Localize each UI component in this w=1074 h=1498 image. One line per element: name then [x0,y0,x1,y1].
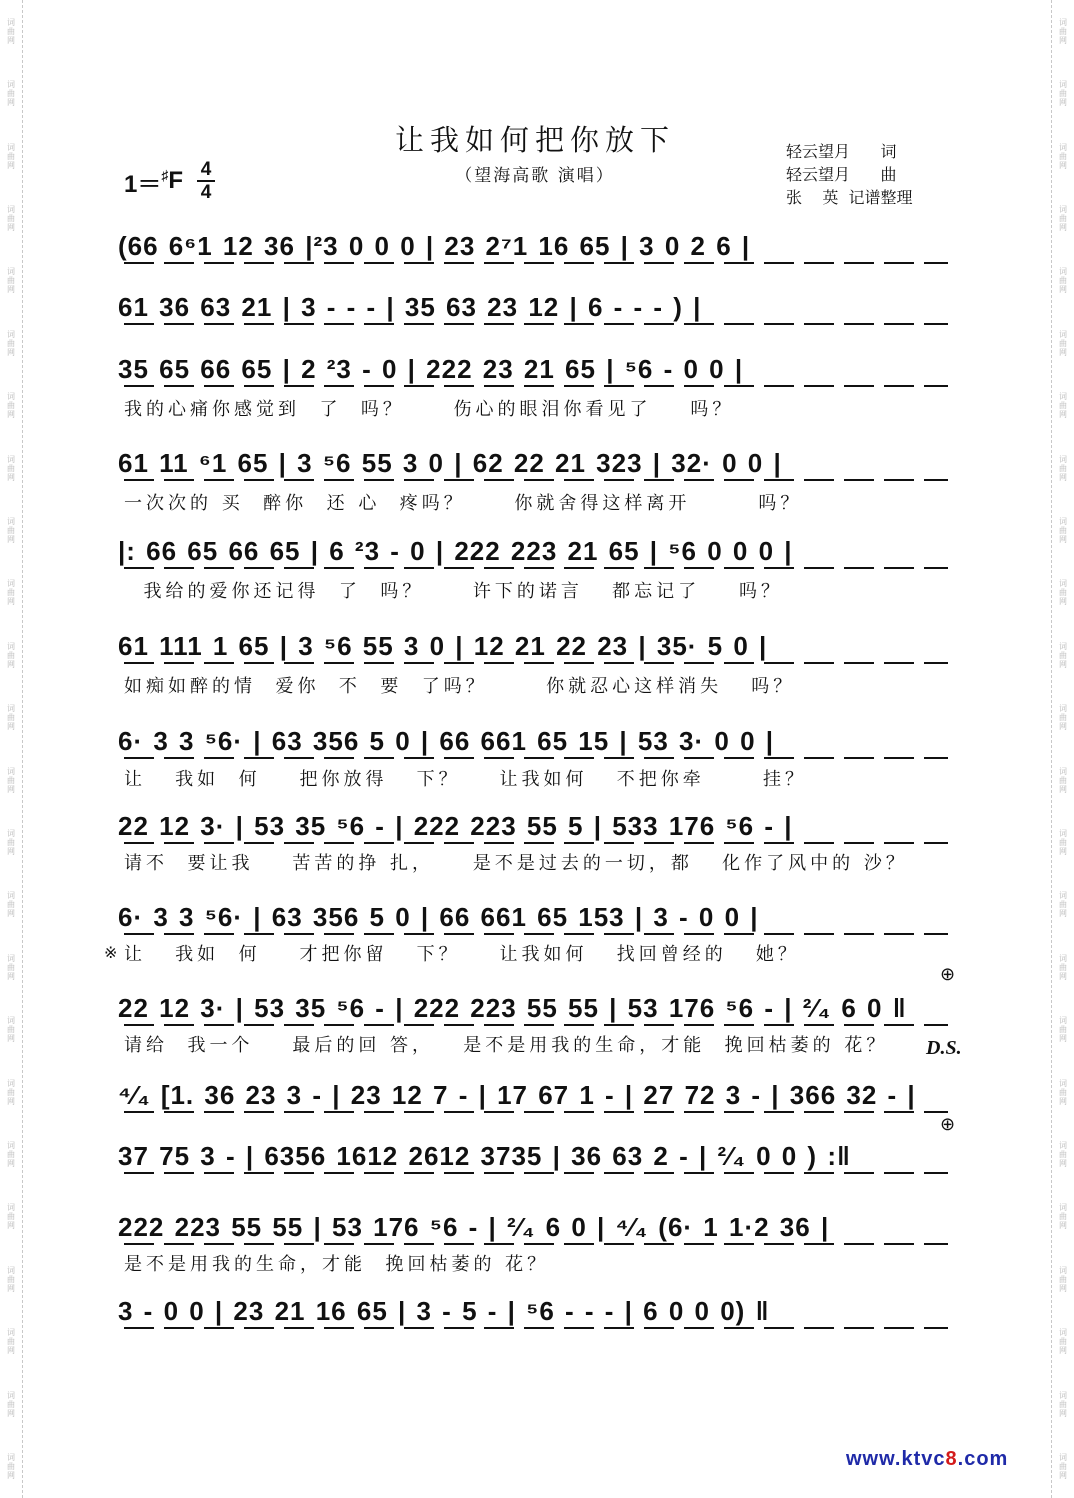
watermark-text: 词曲网 [1058,454,1068,482]
lyric-line: 请不 要让我 苦苦的挣 扎， 是不是过去的一切，都 化作了风中的 沙？ [124,853,908,874]
watermark-text: 词曲网 [6,1265,16,1293]
notation-line: (66 6⁶1 12 36 |²3 0 0 0 | 23 2⁷1 16 65 | 3 0 2 6 | [118,231,751,261]
beam-lines [124,567,948,569]
watermark-text: 词曲网 [6,454,16,482]
notation-line: 37 75 3 - | 6356 1612 2612 3735 | 36 63 2 - | ²⁄₄ 0 0 ) :‖ [118,1141,851,1171]
lyric-line: 请给 我一个 最后的回 答， 是不是用我的生命，才能 挽回枯萎的 花？ [124,1035,889,1056]
right-watermark-strip [1051,0,1074,1498]
beam-lines [124,385,948,387]
watermark-text: 词曲网 [1058,204,1068,232]
watermark-text: 词曲网 [6,80,16,108]
watermark-text: 词曲网 [6,267,16,295]
notation-line: 222 223 55 55 | 53 176 ⁵6 - | ²⁄₄ 6 0 | ⁴⁄₄ (6· 1 1·2 36 | [118,1212,830,1242]
watermark-text: 词曲网 [1058,891,1068,919]
ds-mark: D.S. [926,1037,962,1059]
arranger-credit: 张 英 记谱整理 [786,188,913,207]
lyric-line: 让 我如 何 把你放得 下？ 让我如何 不把你牵 挂？ [124,769,808,790]
watermark-text: 词曲网 [6,1390,16,1418]
beam-lines [124,1111,948,1113]
notation-line: ⁴⁄₄ [1. 36 23 3 - | 23 12 7 - | 17 67 1 - | 27 72 3 - | 366 32 - | [118,1080,916,1110]
segno-sign: ※ [104,943,118,962]
score-system-3 [118,354,954,398]
lyric-line: 我的心痛你感觉到 了 吗？ 伤心的眼泪你看见了 吗？ [124,399,735,420]
lyric-line: 我给的爱你还记得 了 吗？ 许下的诺言 都忘记了 吗？ [124,581,783,602]
watermark-text: 词曲网 [1058,267,1068,295]
watermark-text: 词曲网 [1058,1390,1068,1418]
beam-lines [124,933,948,935]
watermark-text: 词曲网 [1058,329,1068,357]
watermark-text: 词曲网 [6,142,16,170]
watermark-text: 词曲网 [6,766,16,794]
watermark-text: 词曲网 [6,1328,16,1356]
notation-line: |: 66 65 66 65 | 6 ²3 - 0 | 222 223 21 65 | ⁵6 0 0 0 | [118,536,793,566]
key-prefix: 1＝ [124,170,162,198]
lyricist-credit: 轻云望月 词 [786,142,897,161]
notation-line: 22 12 3· | 53 35 ⁵6 - | 222 223 55 55 | 53 176 ⁵6 - | ²⁄₄ 6 0 ‖ [118,993,907,1023]
watermark-text: 词曲网 [1058,828,1068,856]
watermark-text: 词曲网 [1058,1328,1068,1356]
watermark-text: 词曲网 [1058,80,1068,108]
watermark-text: 词曲网 [6,17,16,45]
watermark-text: 词曲网 [1058,516,1068,544]
beam-lines [124,479,948,481]
notation-line: 22 12 3· | 53 35 ⁵6 - | 222 223 55 5 | 533 176 ⁵6 - | [118,811,793,841]
coda-sign: ⊕ [940,1114,956,1135]
watermark-text: 词曲网 [1058,1016,1068,1044]
watermark-text: 词曲网 [1058,704,1068,732]
watermark-text: 词曲网 [6,1141,16,1169]
notation-line: 6· 3 3 ⁵6· | 63 356 5 0 | 66 661 65 15 | 53 3· 0 0 | [118,726,775,756]
site-url-watermark [846,1448,1008,1471]
left-watermark-strip [0,0,23,1498]
lyric-line: 如痴如醉的情 爱你 不 要 了吗？ 你就忍心这样消失 吗？ [124,676,796,697]
score-system-6 [118,631,954,675]
watermark-text: 词曲网 [1058,766,1068,794]
beam-lines [124,662,948,664]
key-note: F [168,167,184,194]
watermark-text: 词曲网 [6,579,16,607]
notation-line: 61 11 ⁶1 65 | 3 ⁵6 55 3 0 | 62 22 21 323 | 32· 0 0 | [118,448,782,478]
watermark-text: 词曲网 [6,392,16,420]
song-subtitle: （望海高歌 演唱） [455,166,615,186]
url-part-3: .com [957,1448,1009,1470]
time-signature [197,160,215,202]
watermark-text: 词曲网 [1058,1141,1068,1169]
notation-line: 3 - 0 0 | 23 21 16 65 | 3 - 5 - | ⁵6 - - - | 6 0 0 0) ‖ [118,1296,770,1326]
watermark-text: 词曲网 [6,1453,16,1481]
score-system-11 [118,1080,954,1124]
watermark-text: 词曲网 [6,1078,16,1106]
watermark-text: 词曲网 [6,704,16,732]
lyric-line: 一次次的 买 醉你 还 心 疼吗？ 你就舍得这样离开 吗？ [124,493,803,514]
watermark-text: 词曲网 [1058,1265,1068,1293]
beam-lines [124,1024,948,1026]
beam-lines [124,323,948,325]
lyric-line: 是不是用我的生命，才能 挽回枯萎的 花？ [124,1254,550,1275]
notation-line: 61 111 1 65 | 3 ⁵6 55 3 0 | 12 21 22 23 | 35· 5 0 | [118,631,768,661]
beam-lines [124,842,948,844]
beam-lines [124,1243,948,1245]
watermark-text: 词曲网 [1058,953,1068,981]
beam-lines [124,262,948,264]
watermark-text: 词曲网 [1058,142,1068,170]
url-part-1: www.ktvc [846,1448,946,1470]
beam-lines [124,1327,948,1329]
score-system-5 [118,536,954,580]
watermark-text: 词曲网 [6,828,16,856]
watermark-text: 词曲网 [6,953,16,981]
score-system-7 [118,726,954,770]
watermark-text: 词曲网 [6,204,16,232]
time-bottom: 4 [200,182,212,203]
coda-sign: ⊕ [940,964,956,985]
watermark-text: 词曲网 [1058,579,1068,607]
song-title: 让我如何把你放下 [394,123,675,157]
notation-line: 6· 3 3 ⁵6· | 63 356 5 0 | 66 661 65 153 | 3 - 0 0 | [118,902,759,932]
beam-lines [124,1172,948,1174]
notation-line: 35 65 66 65 | 2 ²3 - 0 | 222 23 21 65 | ⁵6 - 0 0 | [118,354,744,384]
watermark-text: 词曲网 [6,641,16,669]
key-signature [124,160,215,202]
score-system-1 [118,231,954,275]
score-system-2 [118,292,954,336]
watermark-text: 词曲网 [6,516,16,544]
score-system-4 [118,448,954,492]
watermark-text: 词曲网 [1058,392,1068,420]
score-system-12 [118,1141,954,1185]
composer-credit: 轻云望月 曲 [786,165,897,184]
score-system-14 [118,1296,954,1340]
watermark-text: 词曲网 [6,1203,16,1231]
beam-lines [124,757,948,759]
watermark-text: 词曲网 [1058,1453,1068,1481]
watermark-text: 词曲网 [6,329,16,357]
credits-block [786,140,913,209]
notation-line: 61 36 63 21 | 3 - - - | 35 63 23 12 | 6 - - - ) | [118,292,702,322]
watermark-text: 词曲网 [1058,641,1068,669]
sharp-sign: ♯ [161,167,169,183]
watermark-text: 词曲网 [6,891,16,919]
watermark-text: 词曲网 [1058,1203,1068,1231]
watermark-text: 词曲网 [1058,1078,1068,1106]
watermark-text: 词曲网 [1058,17,1068,45]
time-top: 4 [200,159,212,180]
url-part-2: 8 [945,1448,958,1470]
lyric-line: 让 我如 何 才把你留 下？ 让我如何 找回曾经的 她？ [124,944,800,965]
watermark-text: 词曲网 [6,1016,16,1044]
